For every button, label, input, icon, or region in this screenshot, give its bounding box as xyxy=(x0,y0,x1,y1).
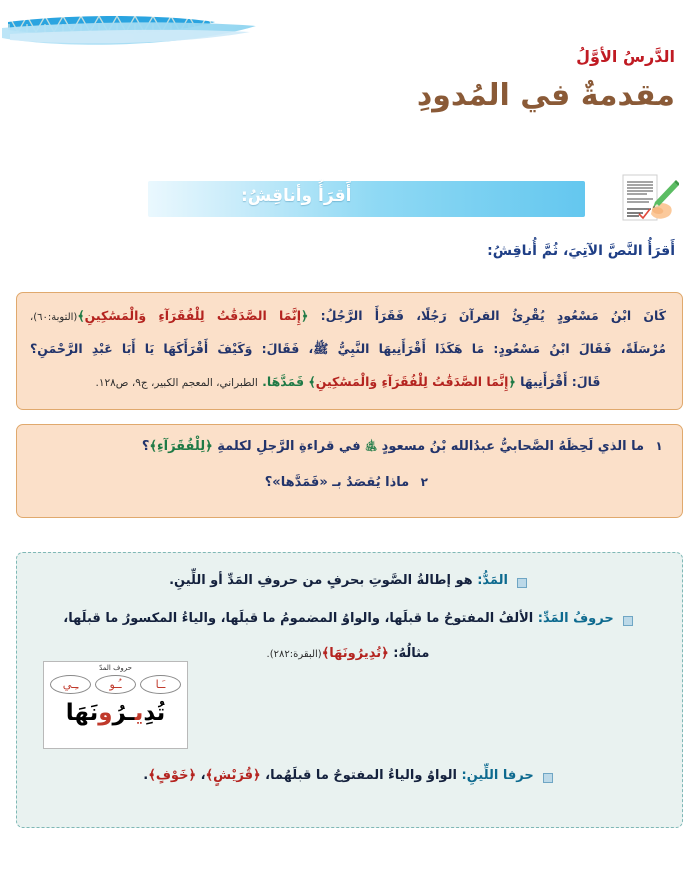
definition-huruf-text xyxy=(63,611,613,626)
question-item xyxy=(30,439,666,456)
questions-box xyxy=(16,424,683,518)
question-item xyxy=(30,475,666,490)
example-ayah: ﴿تُدِيرُونَهَا﴾ xyxy=(321,646,389,661)
page-title: مقدمةٌ في المُدودِ xyxy=(416,78,675,113)
diagram-letters-row xyxy=(44,675,187,694)
diagram-word-red-waw: و xyxy=(98,700,113,726)
passage-line-2: مُرْسَلَةً، فَقَالَ ابْنُ مَسْعُودٍ: مَا هَكَذَا أَقْرَأَنِيهَا النَّبِيُّ ﷺ، فَقَالَ: وَكَيْفَ أَقْرَأَكَهَا يَا أَبَا عَبْدِ الرَّحْمَنِ؟ xyxy=(30,341,666,356)
leen-example-1: ﴿قُرَيْشٍ﴾ xyxy=(205,768,261,783)
bullet-square-icon xyxy=(517,578,527,588)
definition-body: الواوُ والياءُ المفتوحُ ما قبلَهُما، xyxy=(260,768,457,783)
question-text xyxy=(142,439,644,456)
ayah-text: إِنَّمَا الصَّدَقَٰتُ لِلْفُقَرَآءِ وَالْمَسَٰكِينِ xyxy=(315,374,509,389)
question-text: ماذا يُقصَدُ بـ «فَمَدَّها»؟ xyxy=(264,475,410,490)
definition-body: هو إطالةُ الصَّوتِ بحرفٍ من حروفِ المَدِّ أو اللِّينِ. xyxy=(169,573,473,588)
question-text-part-b: في قراءةِ الرَّجلِ لكلمةِ xyxy=(212,439,366,454)
example-reference: (البقرة:٢٨٢). xyxy=(266,649,322,660)
diagram-word xyxy=(44,698,187,729)
diagram-word-part-2: ـرُ xyxy=(112,700,135,726)
passage-box xyxy=(16,292,683,410)
definition-leen-text xyxy=(143,768,533,783)
definition-item-harfa-leen xyxy=(34,768,662,783)
ayah-close-bracket: ﴾ xyxy=(308,374,316,389)
question-number: ١ xyxy=(655,439,663,453)
diagram-word-red-ya: ي xyxy=(134,700,144,726)
leen-separator: ، xyxy=(196,768,206,783)
ayah-open-bracket: ﴿ xyxy=(301,308,309,323)
diagram-letter-waw: ـُـو xyxy=(95,675,136,694)
ayah-close-bracket: ﴾ xyxy=(77,308,85,323)
definition-term: حروفُ المَدِّ: xyxy=(537,611,614,626)
bullet-square-icon xyxy=(623,616,633,626)
definition-item-madd xyxy=(34,573,662,588)
diagram-word-part-1: تُدِ xyxy=(143,700,166,726)
definition-item-huruf-madd xyxy=(34,611,662,626)
passage-line-1-text: كَانَ ابْنُ مَسْعُودٍ يُقْرِئُ القرآنَ رَجُلًا، فَقَرَأَ الرَّجُلُ: xyxy=(308,308,667,323)
verse-reference: (التوبة:٦٠)، xyxy=(30,312,78,323)
question-ayah: ﴿لِلْفُقَرَآءِ﴾ xyxy=(149,439,213,454)
bullet-square-icon xyxy=(543,773,553,783)
section-banner-label: أَقرَأُ وأناقِشُ: xyxy=(241,186,352,206)
madd-letters-diagram xyxy=(43,661,188,749)
honorific-icon: ﵁ xyxy=(365,440,378,453)
definition-body: الألفُ المفتوحُ ما قبلَها، والواوُ المضمومُ ما قبلَها، والياءُ المكسورُ ما قبلَها، xyxy=(63,611,534,626)
passage-source: الطبراني، المعجم الكبير، ج٩، ص١٢٨. xyxy=(95,377,258,389)
lesson-label: الدَّرسُ الأوَّلُ xyxy=(576,47,675,66)
diagram-word-part-3: نَهَا xyxy=(65,700,99,726)
definition-madd-text xyxy=(169,573,508,588)
example-label: مثالُهُ: xyxy=(393,646,430,661)
definitions-box xyxy=(16,552,683,828)
leen-example-2: ﴿خَوْفٍ﴾ xyxy=(148,768,197,783)
passage-line-1 xyxy=(30,308,666,323)
passage-line-3-text: قَالَ: أَقْرَأَنِيهَا xyxy=(515,374,601,389)
definition-term: حرفا اللِّينِ: xyxy=(461,768,534,783)
definition-term: المَدُّ: xyxy=(477,573,508,588)
example-line xyxy=(34,646,662,661)
diagram-title: حروف المدّ xyxy=(99,664,132,672)
ayah-open-bracket: ﴿ xyxy=(508,374,516,389)
question-text-part-a: ما الذي لَحِظَهُ الصَّحابيُّ عبدُالله بْنُ مسعودٍ xyxy=(377,439,644,454)
passage-highlight-word: فَمَدَّهَا. xyxy=(262,374,309,389)
instruction-text: أَقرَأُ النَّصَّ الآتِيَ، ثُمَّ أُناقِشُ: xyxy=(487,243,675,259)
leen-end: . xyxy=(143,768,149,783)
passage-line-3 xyxy=(30,374,666,389)
question-number: ٢ xyxy=(420,475,428,489)
diagram-letter-ya: ـِـي xyxy=(50,675,91,694)
question-text-part-c: ؟ xyxy=(141,439,150,454)
ayah-text: إِنَّمَا الصَّدَقَٰتُ لِلْفُقَرَآءِ وَالْمَسَٰكِينِ xyxy=(84,308,302,323)
diagram-letter-alif: ـَـا xyxy=(140,675,181,694)
document-pencil-icon xyxy=(617,173,679,223)
